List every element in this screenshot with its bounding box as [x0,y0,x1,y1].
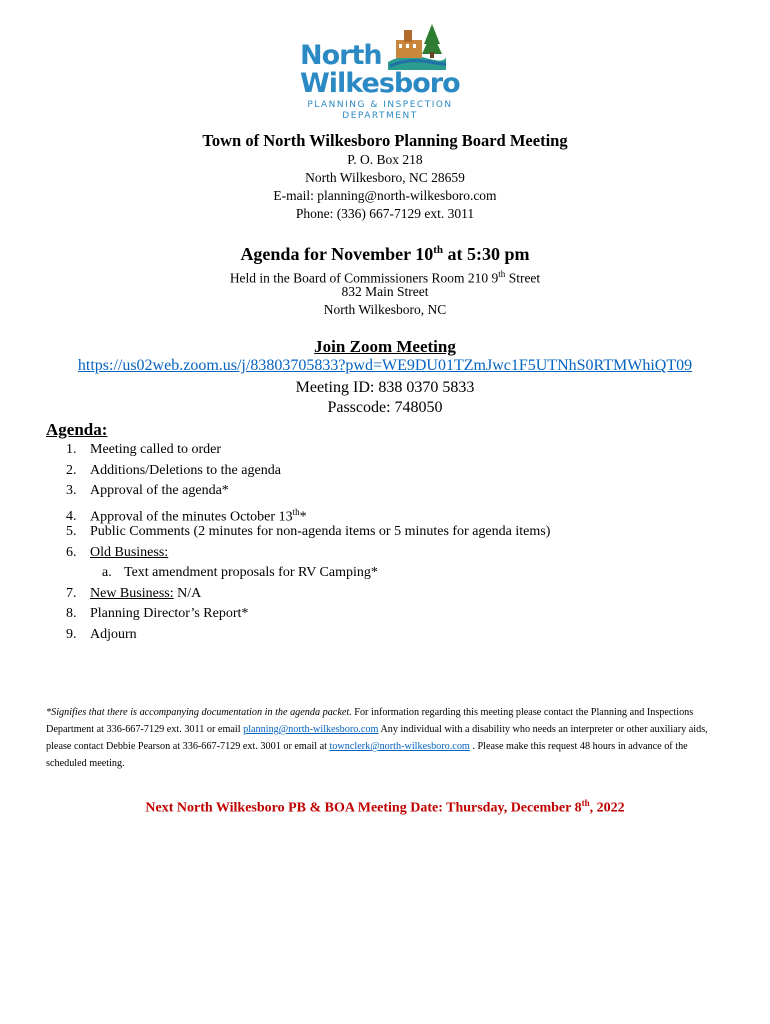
agenda-date-heading [0,244,770,265]
location-sup: th [498,269,506,279]
location-text: Held in the Board of Commissioners Room 210 9 [229,270,499,286]
meeting-id: Meeting ID: 838 0370 5833 [295,379,475,396]
item-text: New Business: [90,585,174,601]
item-number: 7. [66,585,77,601]
logo-dept-line1: PLANNING & INSPECTION [307,100,453,110]
next-meeting-year: , 2022 [589,800,625,816]
city-state-line: North Wilkesboro, NC [323,302,447,317]
item-text: Old Business: [90,544,169,560]
item-sup: th [292,506,300,517]
next-meeting-sup: th [581,798,590,808]
agenda-item [66,522,550,543]
item-number: 9. [66,626,77,642]
item-number: 2. [66,462,77,478]
agenda-heading-text: Agenda for November 10 [240,244,434,264]
item-number: 4. [66,509,77,525]
item-text: Planning Director’s Report* [90,606,249,621]
agenda-item [66,543,550,564]
item-number: 3. [66,483,77,498]
zoom-link[interactable]: https://us02web.zoom.us/j/83803705833?pwd=WE9DU01TZmJwc1F5UTNhS0RTMWhiQT09 [77,357,693,374]
logo-word-north: North [300,40,382,71]
agenda-item [66,604,550,625]
agenda-label: Agenda: [46,420,108,439]
next-meeting-text: Next North Wilkesboro PB & BOA Meeting Date: Thursday, December 8 [145,800,582,816]
agenda-heading-time: at 5:30 pm [443,244,530,264]
agenda-item [66,440,550,461]
item-number: 1. [66,442,77,457]
email-line: E-mail: planning@north-wilkesboro.com [273,188,497,203]
department-logo [296,22,466,122]
item-number: 5. [66,524,77,539]
agenda-item [66,461,550,482]
item-text: Meeting called to order [90,442,222,457]
phone-line: Phone: (336) 667-7129 ext. 3011 [295,206,475,221]
passcode: Passcode: 748050 [327,399,443,416]
agenda-item [66,502,550,523]
footnote-italic: *Signifies that there is accompanying documentation in the agenda packet. [46,707,352,718]
agenda-item [66,584,550,605]
item-number: 6. [66,544,77,560]
zoom-title: Join Zoom Meeting [314,337,456,356]
item-suffix: N/A [173,585,202,601]
planning-email-link[interactable]: planning@north-wilkesboro.com [243,724,379,735]
po-box: P. O. Box 218 [347,152,423,167]
item-text: Adjourn [90,626,137,642]
next-meeting-date [0,798,770,817]
item-text: Public Comments (2 minutes for non-agenda items or 5 minutes for agenda items) [90,524,551,539]
footnote [46,704,726,772]
item-number: a. [102,565,112,580]
item-text: Approval of the agenda* [90,483,229,498]
item-suffix: * [299,509,307,525]
agenda-item [66,481,550,502]
document-title: Town of North Wilkesboro Planning Board Meeting [202,131,568,150]
logo-department-text [306,100,454,122]
item-text: Approval of the minutes October 13 [90,509,293,525]
agenda-list [66,440,550,645]
location-suffix: Street [505,270,541,286]
item-text: Additions/Deletions to the agenda [90,462,281,478]
logo-word-wilkesboro: Wilkesboro [300,68,460,99]
street-line: 832 Main Street [341,284,429,299]
town-building-tree-icon [386,22,446,70]
city-line: North Wilkesboro, NC 28659 [305,170,465,185]
footnote-text: Any individual with a disability who needs an interpreter or other auxiliary aids, please contact Debbie Pearson at 336-667-7129 ext. 3001 or email at [46,724,708,752]
footnote-text: . Please make this request 48 hours in advance of the scheduled meeting. [46,741,688,769]
logo-dept-line2: DEPARTMENT [342,111,418,121]
townclerk-email-link[interactable]: townclerk@north-wilkesboro.com [329,741,470,752]
agenda-item [66,625,550,646]
footnote-text: For information regarding this meeting please contact the Planning and Inspections Department at 336-667-7129 ext. 3011 or email [46,707,694,735]
item-text: Text amendment proposals for RV Camping* [124,565,378,580]
agenda-subitem [66,563,550,584]
item-number: 8. [66,606,77,621]
agenda-heading-sup: th [433,244,444,256]
